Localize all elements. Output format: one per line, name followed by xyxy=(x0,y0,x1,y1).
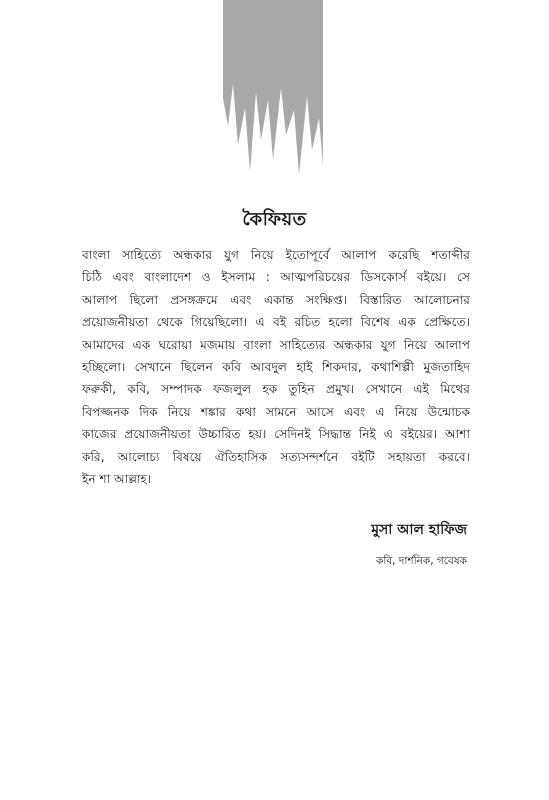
paragraph-line: আমাদের এক ঘরোয়া মজমায় বাংলা সাহিত্যের অন্ধকার যুগ নিয়ে আলাপ xyxy=(82,337,470,352)
ribbon-shape xyxy=(223,0,323,175)
body-paragraph xyxy=(82,244,470,490)
paragraph-line: হচ্ছিলো। সেখানে ছিলেন কবি আবদুল হাই শিকদার, কথাশিল্পী মুজতাহিদ xyxy=(82,360,470,375)
page-title: কৈফিয়ত xyxy=(242,209,307,230)
torn-ribbon-ornament xyxy=(223,0,323,180)
paragraph-line: বিপজ্জনক দিক নিয়ে শঙ্কার কথা সামনে আসে এবং এ নিয়ে উন্মোচক xyxy=(82,404,470,419)
author-name: মুসা আল হাফিজ xyxy=(371,522,467,538)
paragraph-line: ফরুকী, কবি, সম্পাদক ফজলুল হক তুহিন প্রমুখ। সেখানে এই মিথের xyxy=(82,382,470,397)
paragraph-line: কাজের প্রয়োজনীয়তা উচ্চারিত হয়। সেদিনই সিদ্ধান্ত নিই এ বইয়ের। আশা xyxy=(82,427,470,442)
paragraph-line: প্রয়োজনীয়তা থেকে গিয়েছিলো। এ বই রচিত হলো বিশেষ এক প্রেক্ষিতে। xyxy=(82,315,470,330)
paragraph-line: আলাপ ছিলো প্রসঙ্গক্রমে এবং একান্ত সংক্ষিপ্ত। বিস্তারিত আলোচনার xyxy=(82,292,470,307)
paragraph-line: বাংলা সাহিত্যে অন্ধকার যুগ নিয়ে ইতোপূর্বে আলাপ করেছি শতাব্দীর xyxy=(82,248,470,262)
paragraph-line: করি, আলোচ্য বিষয়ে ঐতিহাসিক সত্যসন্দর্শনে বইটি সহায়তা করবে। xyxy=(82,449,470,464)
paragraph-line: ইন শা আল্লাহ। xyxy=(82,472,152,487)
author-role: কবি, দার্শনিক, গবেষক xyxy=(375,555,467,567)
paragraph-line: চিঠি এবং বাংলাদেশ ও ইসলাম : আত্মপরিচয়ের ডিসকোর্স বইয়ে। সে xyxy=(82,270,470,285)
